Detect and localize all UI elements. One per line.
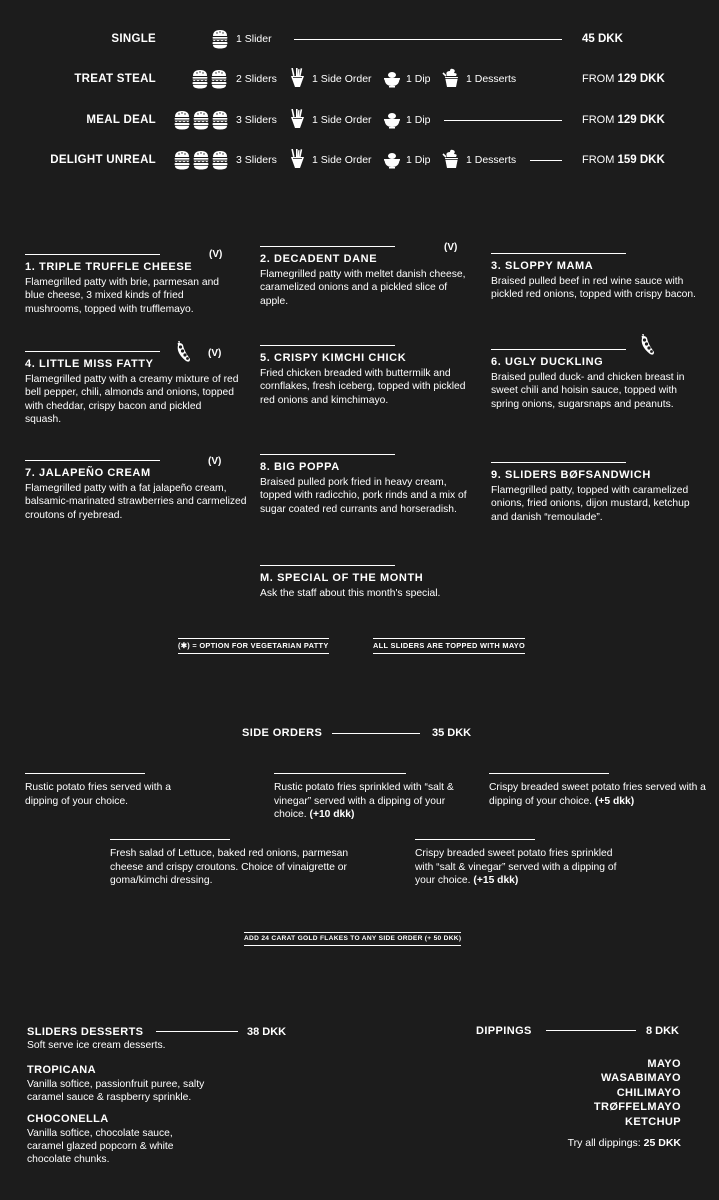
side-order-text: Rustic potato fries served with a dipping of your choice. [25, 782, 171, 807]
menu-item [25, 254, 250, 316]
combo-rule [294, 39, 562, 40]
side-order-item [25, 773, 200, 808]
combo-rule [444, 120, 562, 121]
item-title: 7. JALAPEÑO CREAM [25, 467, 151, 479]
veg-mark: (V) [208, 348, 222, 359]
side-order-item [415, 839, 620, 888]
side-order-text: Crispy breaded sweet potato fries sprinkled with “salt & vinegar” served with a dipping of your choice. [415, 848, 617, 887]
item-title: 2. DECADENT DANE [260, 253, 378, 265]
combo-name: DELIGHT UNREAL [50, 154, 156, 166]
dessert-name: TROPICANA [27, 1064, 96, 1076]
dessert-item [27, 1113, 242, 1166]
side-order-item [489, 773, 709, 808]
side-rule [489, 773, 609, 774]
combo-side: 1 Side Order [312, 73, 372, 85]
side-order-item [274, 773, 474, 822]
fries-icon [290, 109, 306, 129]
side-order-text: Fresh salad of Lettuce, baked red onions, parmesan cheese and crispy croutons. Choice of vinaigrette or goma/kimchi dressing. [110, 848, 349, 887]
item-description: Flamegrilled patty with a fat jalapeño cream, balsamic-marinated strawberries and carmelized croutons of ryebread. [25, 483, 247, 521]
combo-rule [530, 160, 562, 161]
side-rule [415, 839, 535, 840]
dipping-item: MAYO [647, 1058, 681, 1070]
pea-pod-icon [176, 341, 192, 363]
desserts-subtitle: Soft serve ice cream desserts. [27, 1040, 166, 1051]
item-description: Flamegrilled patty with a creamy mixture of red bell pepper, chili, almonds and onions, topped with cheddar, crispy bacon and pickled squash. [25, 374, 239, 426]
side-rule [25, 773, 145, 774]
item-rule [491, 462, 626, 463]
combo-price: 45 DKK [582, 33, 623, 45]
side-order-extra: (+15 dkk) [473, 875, 519, 887]
dessert-name: CHOCONELLA [27, 1113, 109, 1125]
item-title: 8. BIG POPPA [260, 461, 340, 473]
item-rule [25, 254, 160, 255]
item-description: Braised pulled beef in red wine sauce with pickled red onions, topped with crispy bacon. [491, 276, 696, 301]
item-rule [491, 253, 626, 254]
combo-table [0, 0, 719, 185]
item-title: M. SPECIAL OF THE MONTH [260, 572, 424, 584]
side-orders-price: 35 DKK [432, 727, 472, 739]
burger-icon [212, 29, 228, 49]
side-rule [110, 839, 230, 840]
menu-item [491, 349, 716, 411]
item-description: Fried chicken breaded with buttermilk and cornflakes, fresh iceberg, topped with pickled red onions and kimchimayo. [260, 368, 466, 406]
pea-pod-icon [640, 334, 656, 356]
item-rule [260, 565, 395, 566]
burger-icon [174, 110, 190, 130]
menu-item-special [260, 565, 485, 600]
item-title: 5. CRISPY KIMCHI CHICK [260, 352, 407, 364]
gold-flakes-note: ADD 24 CARAT GOLD FLAKES TO ANY SIDE ORDER (+ 50 DKK) [244, 932, 461, 946]
all-dippings-label: Try all dippings: [567, 1137, 641, 1149]
softice-icon [442, 149, 460, 169]
desserts-title: SLIDERS DESSERTS [27, 1026, 144, 1038]
burger-icon [212, 150, 228, 170]
menu-item [260, 246, 485, 308]
burger-icon [192, 69, 208, 89]
item-title: 6. UGLY DUCKLING [491, 356, 604, 368]
fries-icon [290, 149, 306, 169]
menu-item [491, 462, 716, 524]
combo-price: FROM 159 DKK [582, 154, 665, 166]
desserts-price: 38 DKK [247, 1026, 287, 1038]
dippings-rule [546, 1030, 636, 1031]
menu-item [25, 351, 250, 427]
combo-price: FROM 129 DKK [582, 114, 665, 126]
item-description: Braised pulled duck- and chicken breast in sweet chili and hoisin sauce, topped with spring onions, sugarsnaps and peanuts. [491, 372, 685, 410]
dessert-description: Vanilla softice, chocolate sauce, caramel glazed popcorn & white chocolate chunks. [27, 1128, 174, 1165]
side-order-extra: (+10 dkk) [309, 809, 355, 821]
item-description: Braised pulled pork fried in heavy cream, topped with radicchio, pork rinds and a mix of sugar coated red currants and horseradish. [260, 477, 467, 515]
combo-name: MEAL DEAL [86, 114, 156, 126]
dip-bowl-icon [384, 151, 400, 169]
veg-mark: (V) [444, 242, 458, 253]
menu-item [260, 454, 485, 516]
burger-icon [174, 150, 190, 170]
dippings-price: 8 DKK [646, 1025, 680, 1037]
item-rule [25, 460, 160, 461]
item-title: 1. TRIPLE TRUFFLE CHEESE [25, 261, 193, 273]
combo-sliders: 3 Sliders [236, 154, 277, 166]
item-title: 4. LITTLE MISS FATTY [25, 358, 154, 370]
softice-icon [442, 68, 460, 88]
dessert-item [27, 1064, 242, 1104]
combo-side: 1 Side Order [312, 114, 372, 126]
dip-bowl-icon [384, 111, 400, 129]
combo-dip: 1 Dip [406, 154, 431, 166]
side-order-extra: (+5 dkk) [594, 795, 635, 807]
item-description: Ask the staff about this month's special. [260, 588, 441, 599]
item-rule [25, 351, 160, 352]
dippings-title: DIPPINGS [476, 1025, 532, 1037]
dipping-item: CHILIMAYO [616, 1086, 681, 1099]
burger-icon [193, 110, 209, 130]
item-description: Flamegrilled patty with brie, parmesan and blue cheese, 3 mixed kinds of fried mushrooms, topped with trufflemayo. [25, 277, 220, 315]
menu-item [25, 460, 250, 522]
combo-dip: 1 Dip [406, 73, 431, 85]
veg-mark: (V) [208, 456, 222, 467]
dip-bowl-icon [384, 70, 400, 88]
mayo-note: ALL SLIDERS ARE TOPPED WITH MAYO [373, 638, 525, 654]
side-order-text: Crispy breaded sweet potato fries served with a dipping of your choice. [489, 782, 706, 807]
item-rule [260, 454, 395, 455]
combo-sliders: 2 Sliders [236, 73, 277, 85]
item-title: 9. SLIDERS BØFSANDWICH [491, 469, 651, 481]
dessert-description: Vanilla softice, passionfruit puree, salty caramel sauce & raspberry sprinkle. [27, 1079, 205, 1103]
menu-item [491, 253, 716, 302]
fries-icon [290, 68, 306, 88]
side-orders-title: SIDE ORDERS [242, 727, 323, 739]
dipping-item: TRØFFELMAYO [593, 1101, 681, 1114]
menu-item [260, 345, 485, 407]
combo-dip: 1 Dip [406, 114, 431, 126]
combo-name: TREAT STEAL [74, 73, 156, 85]
item-rule [491, 349, 626, 350]
combo-name: SINGLE [111, 33, 156, 45]
veg-option-note: (✱) = OPTION FOR VEGETARIAN PATTY [178, 638, 329, 654]
combo-sliders: 1 Slider [236, 33, 272, 45]
combo-side: 1 Side Order [312, 154, 372, 166]
combo-sliders: 3 Sliders [236, 114, 277, 126]
item-rule [260, 345, 395, 346]
item-title: 3. SLOPPY MAMA [491, 260, 594, 272]
item-description: Flamegrilled patty with meltet danish cheese, caramelized onions and a pickled slice of apple. [260, 269, 466, 307]
dipping-item: KETCHUP [625, 1115, 681, 1128]
veg-mark: (V) [209, 249, 223, 260]
burger-icon [211, 69, 227, 89]
combo-price: FROM 129 DKK [582, 73, 665, 85]
dipping-item: WASABIMAYO [601, 1072, 681, 1085]
side-order-text: Rustic potato fries sprinkled with “salt & vinegar” served with a dipping of your choice. [274, 782, 454, 821]
all-dippings-price: 25 DKK [643, 1137, 681, 1149]
item-description: Flamegrilled patty, topped with caramelized onions, fried onions, dijon mustard, ketchup and danish “remoulade”. [491, 485, 690, 523]
combo-dessert: 1 Desserts [466, 73, 517, 85]
side-orders-rule [332, 733, 420, 734]
item-rule [260, 246, 395, 247]
dippings-list [521, 1057, 681, 1129]
all-dippings-offer [568, 1137, 681, 1149]
side-rule [274, 773, 406, 774]
desserts-rule [156, 1031, 238, 1032]
burger-icon [212, 110, 228, 130]
combo-dessert: 1 Desserts [466, 154, 517, 166]
side-order-item [110, 839, 360, 888]
burger-icon [193, 150, 209, 170]
